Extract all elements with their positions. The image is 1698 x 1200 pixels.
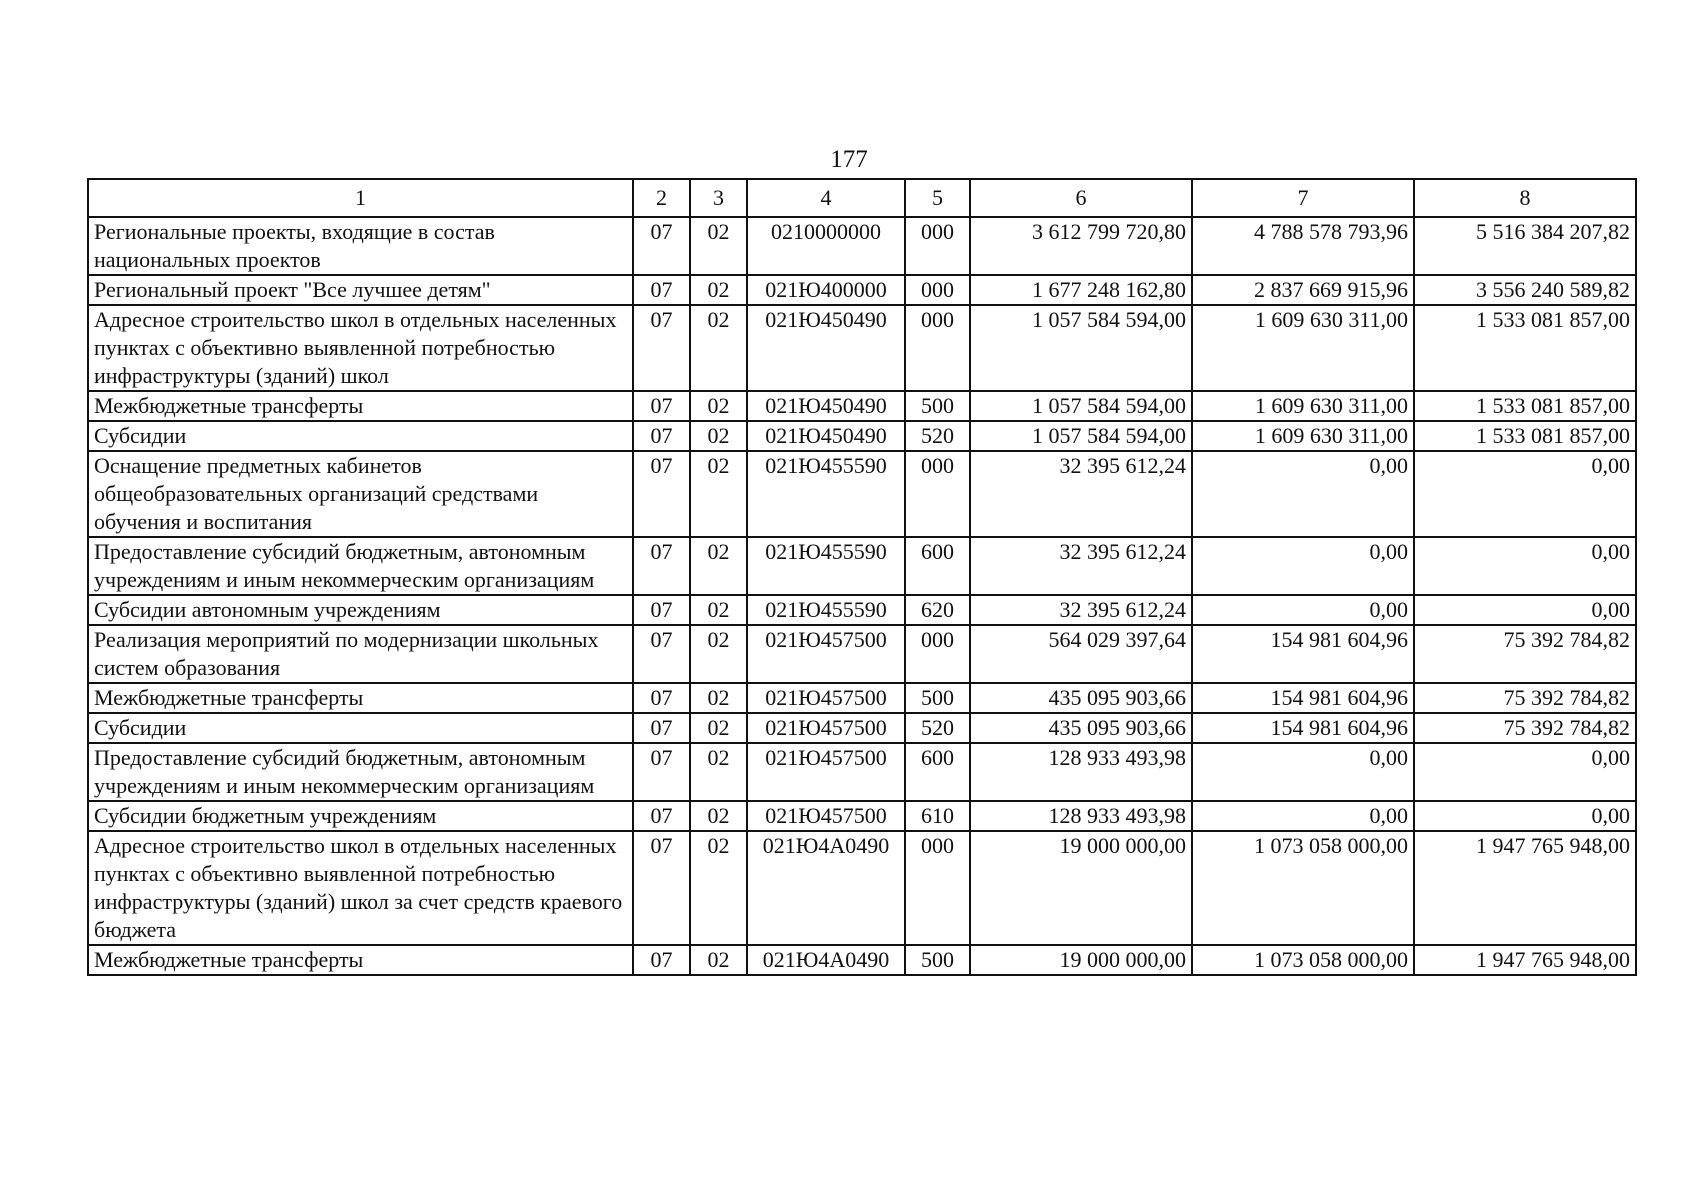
amount-col7-cell: 0,00: [1192, 743, 1414, 801]
column-header-2: 2: [633, 179, 690, 217]
section-code-cell: 07: [633, 451, 690, 537]
table-header: [88, 179, 1636, 217]
table-body: [88, 217, 1636, 975]
section-code-cell: 07: [633, 391, 690, 421]
section-code-cell: 07: [633, 217, 690, 275]
target-article-cell: 021Ю457500: [747, 743, 905, 801]
expense-type-cell: 000: [905, 275, 970, 305]
expense-type-cell: 520: [905, 421, 970, 451]
column-header-5: 5: [905, 179, 970, 217]
row-name-cell: Адресное строительство школ в отдельных населенных пунктах с объективно выявленной потребностью инфраструктуры (зданий) школ за счет средств краевого бюджета: [88, 831, 633, 945]
subsection-code-cell: 02: [690, 421, 747, 451]
section-code-cell: 07: [633, 683, 690, 713]
amount-col8-cell: 1 533 081 857,00: [1414, 305, 1636, 391]
expense-type-cell: 620: [905, 595, 970, 625]
budget-table: [87, 178, 1637, 976]
amount-col6-cell: 32 395 612,24: [970, 451, 1192, 537]
amount-col6-cell: 32 395 612,24: [970, 595, 1192, 625]
expense-type-cell: 610: [905, 801, 970, 831]
amount-col7-cell: 154 981 604,96: [1192, 713, 1414, 743]
header-row: [88, 179, 1636, 217]
table-row: [88, 801, 1636, 831]
amount-col8-cell: 75 392 784,82: [1414, 683, 1636, 713]
table-row: [88, 713, 1636, 743]
row-name-cell: Региональные проекты, входящие в состав национальных проектов: [88, 217, 633, 275]
row-name-cell: Межбюджетные трансферты: [88, 683, 633, 713]
target-article-cell: 021Ю450490: [747, 421, 905, 451]
amount-col6-cell: 128 933 493,98: [970, 743, 1192, 801]
page-number: 177: [830, 146, 868, 173]
amount-col7-cell: 0,00: [1192, 451, 1414, 537]
table-row: [88, 595, 1636, 625]
section-code-cell: 07: [633, 595, 690, 625]
expense-type-cell: 520: [905, 713, 970, 743]
table-row: [88, 831, 1636, 945]
amount-col8-cell: 1 533 081 857,00: [1414, 391, 1636, 421]
column-header-4: 4: [747, 179, 905, 217]
amount-col7-cell: 1 609 630 311,00: [1192, 421, 1414, 451]
table-row: [88, 305, 1636, 391]
row-name-cell: Региональный проект "Все лучшее детям": [88, 275, 633, 305]
amount-col8-cell: 5 516 384 207,82: [1414, 217, 1636, 275]
subsection-code-cell: 02: [690, 625, 747, 683]
target-article-cell: 021Ю455590: [747, 451, 905, 537]
amount-col8-cell: 3 556 240 589,82: [1414, 275, 1636, 305]
amount-col7-cell: 4 788 578 793,96: [1192, 217, 1414, 275]
target-article-cell: 021Ю457500: [747, 625, 905, 683]
expense-type-cell: 000: [905, 305, 970, 391]
section-code-cell: 07: [633, 275, 690, 305]
subsection-code-cell: 02: [690, 713, 747, 743]
amount-col6-cell: 1 677 248 162,80: [970, 275, 1192, 305]
row-name-cell: Межбюджетные трансферты: [88, 945, 633, 975]
amount-col7-cell: 1 073 058 000,00: [1192, 945, 1414, 975]
column-header-8: 8: [1414, 179, 1636, 217]
amount-col8-cell: 0,00: [1414, 537, 1636, 595]
expense-type-cell: 000: [905, 451, 970, 537]
amount-col8-cell: 0,00: [1414, 743, 1636, 801]
target-article-cell: 021Ю400000: [747, 275, 905, 305]
section-code-cell: 07: [633, 801, 690, 831]
target-article-cell: 021Ю450490: [747, 305, 905, 391]
amount-col6-cell: 564 029 397,64: [970, 625, 1192, 683]
table-row: [88, 421, 1636, 451]
row-name-cell: Субсидии: [88, 713, 633, 743]
subsection-code-cell: 02: [690, 275, 747, 305]
subsection-code-cell: 02: [690, 451, 747, 537]
expense-type-cell: 500: [905, 683, 970, 713]
table-row: [88, 743, 1636, 801]
target-article-cell: 021Ю4А0490: [747, 945, 905, 975]
row-name-cell: Предоставление субсидий бюджетным, автономным учреждениям и иным некоммерческим организациям: [88, 537, 633, 595]
section-code-cell: 07: [633, 625, 690, 683]
expense-type-cell: 500: [905, 391, 970, 421]
expense-type-cell: 600: [905, 537, 970, 595]
row-name-cell: Субсидии бюджетным учреждениям: [88, 801, 633, 831]
amount-col8-cell: 75 392 784,82: [1414, 713, 1636, 743]
amount-col7-cell: 2 837 669 915,96: [1192, 275, 1414, 305]
subsection-code-cell: 02: [690, 217, 747, 275]
target-article-cell: 021Ю457500: [747, 801, 905, 831]
expense-type-cell: 000: [905, 831, 970, 945]
table-row: [88, 217, 1636, 275]
target-article-cell: 021Ю457500: [747, 683, 905, 713]
table-row: [88, 275, 1636, 305]
section-code-cell: 07: [633, 945, 690, 975]
section-code-cell: 07: [633, 421, 690, 451]
amount-col6-cell: 3 612 799 720,80: [970, 217, 1192, 275]
target-article-cell: 021Ю455590: [747, 537, 905, 595]
amount-col6-cell: 1 057 584 594,00: [970, 391, 1192, 421]
amount-col6-cell: 1 057 584 594,00: [970, 305, 1192, 391]
subsection-code-cell: 02: [690, 595, 747, 625]
table-row: [88, 537, 1636, 595]
amount-col8-cell: 1 947 765 948,00: [1414, 831, 1636, 945]
amount-col6-cell: 435 095 903,66: [970, 713, 1192, 743]
subsection-code-cell: 02: [690, 831, 747, 945]
row-name-cell: Межбюджетные трансферты: [88, 391, 633, 421]
column-header-3: 3: [690, 179, 747, 217]
amount-col8-cell: 1 533 081 857,00: [1414, 421, 1636, 451]
section-code-cell: 07: [633, 305, 690, 391]
row-name-cell: Субсидии: [88, 421, 633, 451]
table-row: [88, 391, 1636, 421]
subsection-code-cell: 02: [690, 801, 747, 831]
amount-col7-cell: 154 981 604,96: [1192, 683, 1414, 713]
expense-type-cell: 000: [905, 625, 970, 683]
row-name-cell: Субсидии автономным учреждениям: [88, 595, 633, 625]
table-row: [88, 945, 1636, 975]
expense-type-cell: 500: [905, 945, 970, 975]
amount-col7-cell: 0,00: [1192, 801, 1414, 831]
amount-col8-cell: 0,00: [1414, 801, 1636, 831]
amount-col8-cell: 0,00: [1414, 451, 1636, 537]
subsection-code-cell: 02: [690, 305, 747, 391]
expense-type-cell: 000: [905, 217, 970, 275]
amount-col8-cell: 0,00: [1414, 595, 1636, 625]
amount-col7-cell: 1 073 058 000,00: [1192, 831, 1414, 945]
amount-col7-cell: 0,00: [1192, 595, 1414, 625]
target-article-cell: 0210000000: [747, 217, 905, 275]
amount-col7-cell: 0,00: [1192, 537, 1414, 595]
subsection-code-cell: 02: [690, 537, 747, 595]
subsection-code-cell: 02: [690, 683, 747, 713]
amount-col7-cell: 154 981 604,96: [1192, 625, 1414, 683]
subsection-code-cell: 02: [690, 945, 747, 975]
row-name-cell: Адресное строительство школ в отдельных населенных пунктах с объективно выявленной потребностью инфраструктуры (зданий) школ: [88, 305, 633, 391]
section-code-cell: 07: [633, 537, 690, 595]
target-article-cell: 021Ю457500: [747, 713, 905, 743]
subsection-code-cell: 02: [690, 743, 747, 801]
column-header-6: 6: [970, 179, 1192, 217]
section-code-cell: 07: [633, 713, 690, 743]
column-header-1: 1: [88, 179, 633, 217]
target-article-cell: 021Ю455590: [747, 595, 905, 625]
amount-col6-cell: 128 933 493,98: [970, 801, 1192, 831]
table-row: [88, 451, 1636, 537]
amount-col8-cell: 1 947 765 948,00: [1414, 945, 1636, 975]
amount-col6-cell: 19 000 000,00: [970, 831, 1192, 945]
amount-col6-cell: 1 057 584 594,00: [970, 421, 1192, 451]
amount-col8-cell: 75 392 784,82: [1414, 625, 1636, 683]
section-code-cell: 07: [633, 743, 690, 801]
table-row: [88, 625, 1636, 683]
target-article-cell: 021Ю450490: [747, 391, 905, 421]
row-name-cell: Предоставление субсидий бюджетным, автономным учреждениям и иным некоммерческим организациям: [88, 743, 633, 801]
expense-type-cell: 600: [905, 743, 970, 801]
table-row: [88, 683, 1636, 713]
subsection-code-cell: 02: [690, 391, 747, 421]
amount-col6-cell: 19 000 000,00: [970, 945, 1192, 975]
amount-col7-cell: 1 609 630 311,00: [1192, 305, 1414, 391]
amount-col6-cell: 32 395 612,24: [970, 537, 1192, 595]
row-name-cell: Реализация мероприятий по модернизации школьных систем образования: [88, 625, 633, 683]
amount-col7-cell: 1 609 630 311,00: [1192, 391, 1414, 421]
row-name-cell: Оснащение предметных кабинетов общеобразовательных организаций средствами обучения и воспитания: [88, 451, 633, 537]
target-article-cell: 021Ю4А0490: [747, 831, 905, 945]
section-code-cell: 07: [633, 831, 690, 945]
amount-col6-cell: 435 095 903,66: [970, 683, 1192, 713]
column-header-7: 7: [1192, 179, 1414, 217]
